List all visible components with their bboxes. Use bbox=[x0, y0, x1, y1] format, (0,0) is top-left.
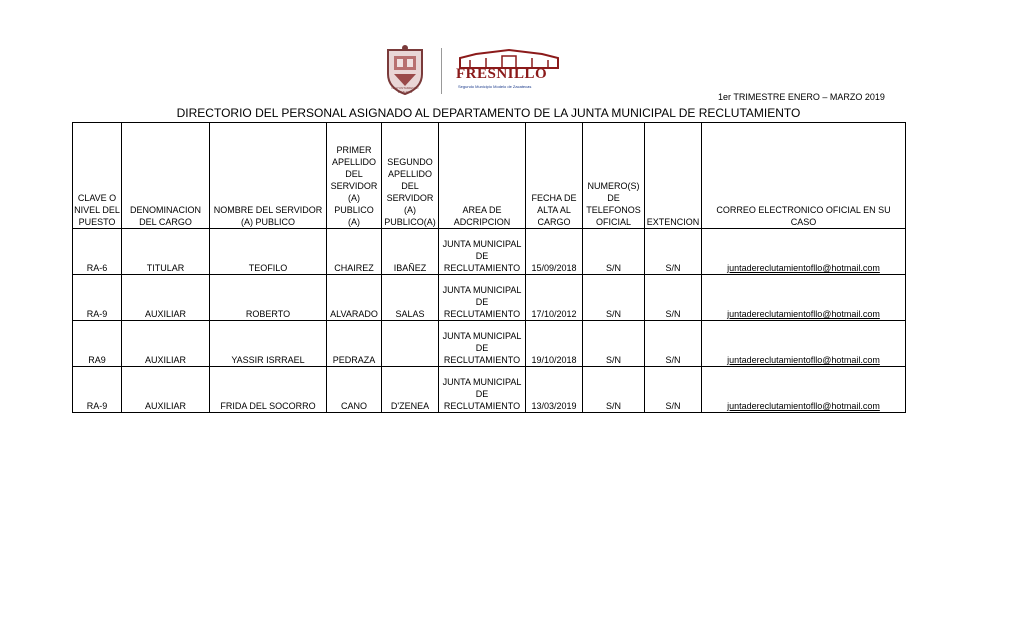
cell-segundo-apellido bbox=[382, 321, 439, 367]
table-row bbox=[73, 275, 906, 321]
cell-area: JUNTA MUNICIPAL DE RECLUTAMIENTO bbox=[439, 367, 526, 413]
table-row bbox=[73, 229, 906, 275]
column-header: NOMBRE DEL SERVIDOR (A) PUBLICO bbox=[210, 123, 327, 229]
cell-clave: RA9 bbox=[73, 321, 122, 367]
document-title: DIRECTORIO DEL PERSONAL ASIGNADO AL DEPARTAMENTO DE LA JUNTA MUNICIPAL DE RECLUTAMIENTO bbox=[176, 106, 801, 120]
cell-fecha-alta: 19/10/2018 bbox=[526, 321, 583, 367]
cell-fecha-alta: 17/10/2012 bbox=[526, 275, 583, 321]
cell-nombre: YASSIR ISRRAEL bbox=[210, 321, 327, 367]
cell-extension: S/N bbox=[645, 367, 702, 413]
cell-clave: RA-9 bbox=[73, 275, 122, 321]
period-label: 1er TRIMESTRE ENERO – MARZO 2019 bbox=[718, 92, 885, 102]
column-header: CORREO ELECTRONICO OFICIAL EN SU CASO bbox=[702, 123, 906, 229]
column-header: FECHA DE ALTA AL CARGO bbox=[526, 123, 583, 229]
cell-cargo: TITULAR bbox=[122, 229, 210, 275]
column-header: NUMERO(S) DE TELEFONOS OFICIAL bbox=[583, 123, 645, 229]
table-row bbox=[73, 367, 906, 413]
cell-fecha-alta: 13/03/2019 bbox=[526, 367, 583, 413]
email-link[interactable]: juntadereclutamientofllo@hotmail.com bbox=[727, 263, 880, 273]
cell-telefono: S/N bbox=[583, 321, 645, 367]
email-link[interactable]: juntadereclutamientofllo@hotmail.com bbox=[727, 309, 880, 319]
cell-nombre: ROBERTO bbox=[210, 275, 327, 321]
cell-segundo-apellido: D'ZENEA bbox=[382, 367, 439, 413]
cell-cargo: AUXILIAR bbox=[122, 321, 210, 367]
cell-correo bbox=[702, 321, 906, 367]
cell-correo bbox=[702, 229, 906, 275]
email-link[interactable]: juntadereclutamientofllo@hotmail.com bbox=[727, 401, 880, 411]
cell-telefono: S/N bbox=[583, 275, 645, 321]
cell-correo bbox=[702, 367, 906, 413]
column-header: AREA DE ADCRIPCION bbox=[439, 123, 526, 229]
column-header: EXTENCION bbox=[645, 123, 702, 229]
fresnillo-logo-subtitle: Segundo Municipio Modelo de Zacatecas bbox=[458, 84, 532, 89]
cell-primer-apellido: CHAIREZ bbox=[327, 229, 382, 275]
cell-area: JUNTA MUNICIPAL DE RECLUTAMIENTO bbox=[439, 321, 526, 367]
table-header-row bbox=[73, 123, 906, 229]
email-link[interactable]: juntadereclutamientofllo@hotmail.com bbox=[727, 355, 880, 365]
logo-divider bbox=[441, 48, 442, 94]
cell-clave: RA-6 bbox=[73, 229, 122, 275]
cell-primer-apellido: PEDRAZA bbox=[327, 321, 382, 367]
cell-segundo-apellido: IBAÑEZ bbox=[382, 229, 439, 275]
cell-cargo: AUXILIAR bbox=[122, 275, 210, 321]
column-header: DENOMINACION DEL CARGO bbox=[122, 123, 210, 229]
cell-area: JUNTA MUNICIPAL DE RECLUTAMIENTO bbox=[439, 275, 526, 321]
header-logos bbox=[374, 42, 572, 100]
personnel-directory-table bbox=[72, 122, 906, 413]
column-header: CLAVE O NIVEL DEL PUESTO bbox=[73, 123, 122, 229]
column-header: PRIMER APELLIDO DEL SERVIDOR (A) PUBLICO (A) bbox=[327, 123, 382, 229]
cell-telefono: S/N bbox=[583, 367, 645, 413]
fresnillo-logo-text: FRESNILLO bbox=[456, 66, 548, 82]
cell-telefono: S/N bbox=[583, 229, 645, 275]
cell-primer-apellido: ALVARADO bbox=[327, 275, 382, 321]
cell-extension: S/N bbox=[645, 229, 702, 275]
cell-area: JUNTA MUNICIPAL DE RECLUTAMIENTO bbox=[439, 229, 526, 275]
cell-clave: RA-9 bbox=[73, 367, 122, 413]
cell-fecha-alta: 15/09/2018 bbox=[526, 229, 583, 275]
cell-cargo: AUXILIAR bbox=[122, 367, 210, 413]
cell-nombre: TEOFILO bbox=[210, 229, 327, 275]
table-row bbox=[73, 321, 906, 367]
cell-extension: S/N bbox=[645, 321, 702, 367]
cell-correo bbox=[702, 275, 906, 321]
cell-extension: S/N bbox=[645, 275, 702, 321]
shield-caption: H. AYUNTAMIENTO 2018-2021 bbox=[391, 86, 419, 94]
cell-nombre: FRIDA DEL SOCORRO bbox=[210, 367, 327, 413]
cell-segundo-apellido: SALAS bbox=[382, 275, 439, 321]
column-header: SEGUNDO APELLIDO DEL SERVIDOR (A) PUBLICO(A) bbox=[382, 123, 439, 229]
cell-primer-apellido: CANO bbox=[327, 367, 382, 413]
